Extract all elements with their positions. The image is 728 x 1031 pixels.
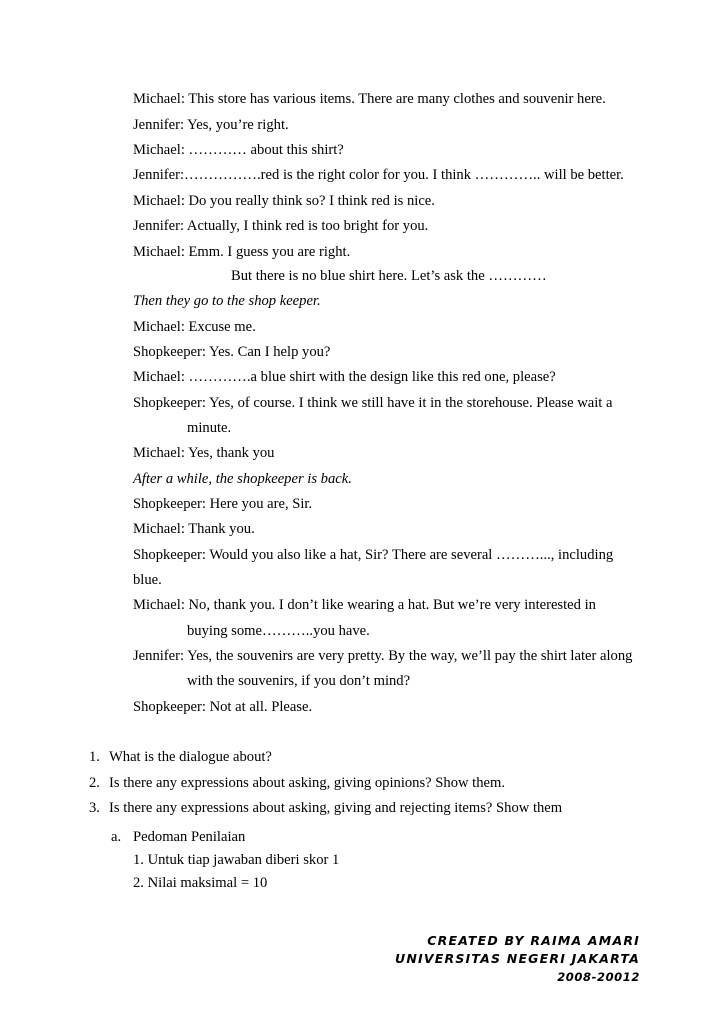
- dialogue-line-12: Michael: ………….a blue shirt with the design like this red one, please?: [133, 369, 556, 385]
- footer-institution: UNIVERSITAS NEGERI JAKARTA: [395, 951, 640, 966]
- question-2-text: Is there any expressions about asking, giving opinions? Show them.: [109, 775, 506, 791]
- dialogue-line-18: Michael: Thank you.: [133, 521, 255, 537]
- dialogue-line-4: Jennifer:…………….red is the right color for you. I think ………….. will be better.: [133, 167, 624, 183]
- stage-direction-2: After a while, the shopkeeper is back.: [133, 471, 352, 487]
- dialogue-line-19: Shopkeeper: Would you also like a hat, Sir? There are several ………..., including: [133, 547, 614, 563]
- footer-author: CREATED BY RAIMA AMARI: [427, 933, 640, 948]
- question-3-number: 3.: [89, 800, 100, 816]
- question-1-text: What is the dialogue about?: [109, 749, 272, 765]
- dialogue-line-2: Jennifer: Yes, you’re right.: [133, 117, 289, 133]
- dialogue-line-17: Shopkeeper: Here you are, Sir.: [133, 496, 313, 512]
- assessment-item-1: 1. Untuk tiap jawaban diberi skor 1: [133, 852, 340, 868]
- dialogue-line-8: But there is no blue shirt here. Let’s ask the …………: [231, 268, 547, 284]
- dialogue-line-3: Michael: ………… about this shirt?: [133, 142, 344, 158]
- dialogue-line-13: Shopkeeper: Yes, of course. I think we still have it in the storehouse. Please wait a: [133, 395, 613, 411]
- dialogue-line-14: minute.: [187, 420, 232, 436]
- dialogue-line-22: buying some………..you have.: [187, 623, 370, 639]
- stage-direction-1: Then they go to the shop keeper.: [133, 293, 321, 309]
- dialogue-line-10: Michael: Excuse me.: [133, 319, 256, 335]
- dialogue-line-20: blue.: [133, 572, 162, 588]
- question-1-number: 1.: [89, 749, 100, 765]
- dialogue-line-15: Michael: Yes, thank you: [133, 445, 275, 461]
- dialogue-line-24: with the souvenirs, if you don’t mind?: [187, 673, 411, 689]
- dialogue-line-23: Jennifer: Yes, the souvenirs are very pretty. By the way, we’ll pay the shirt later along: [133, 648, 633, 664]
- dialogue-line-5: Michael: Do you really think so? I think red is nice.: [133, 193, 435, 209]
- assessment-letter: a.: [111, 829, 122, 845]
- dialogue-line-11: Shopkeeper: Yes. Can I help you?: [133, 344, 331, 360]
- dialogue-line-25: Shopkeeper: Not at all. Please.: [133, 699, 313, 715]
- assessment-title: Pedoman Penilaian: [133, 829, 246, 845]
- dialogue-line-21: Michael: No, thank you. I don’t like wearing a hat. But we’re very interested in: [133, 597, 596, 613]
- assessment-item-2: 2. Nilai maksimal = 10: [133, 875, 268, 891]
- question-3-text: Is there any expressions about asking, giving and rejecting items? Show them: [109, 800, 563, 816]
- dialogue-line-7: Michael: Emm. I guess you are right.: [133, 244, 351, 260]
- footer-years: 2008-20012: [557, 970, 640, 984]
- question-2-number: 2.: [89, 775, 100, 791]
- dialogue-line-6: Jennifer: Actually, I think red is too bright for you.: [133, 218, 429, 234]
- dialogue-line-1: Michael: This store has various items. There are many clothes and souvenir here.: [133, 91, 606, 107]
